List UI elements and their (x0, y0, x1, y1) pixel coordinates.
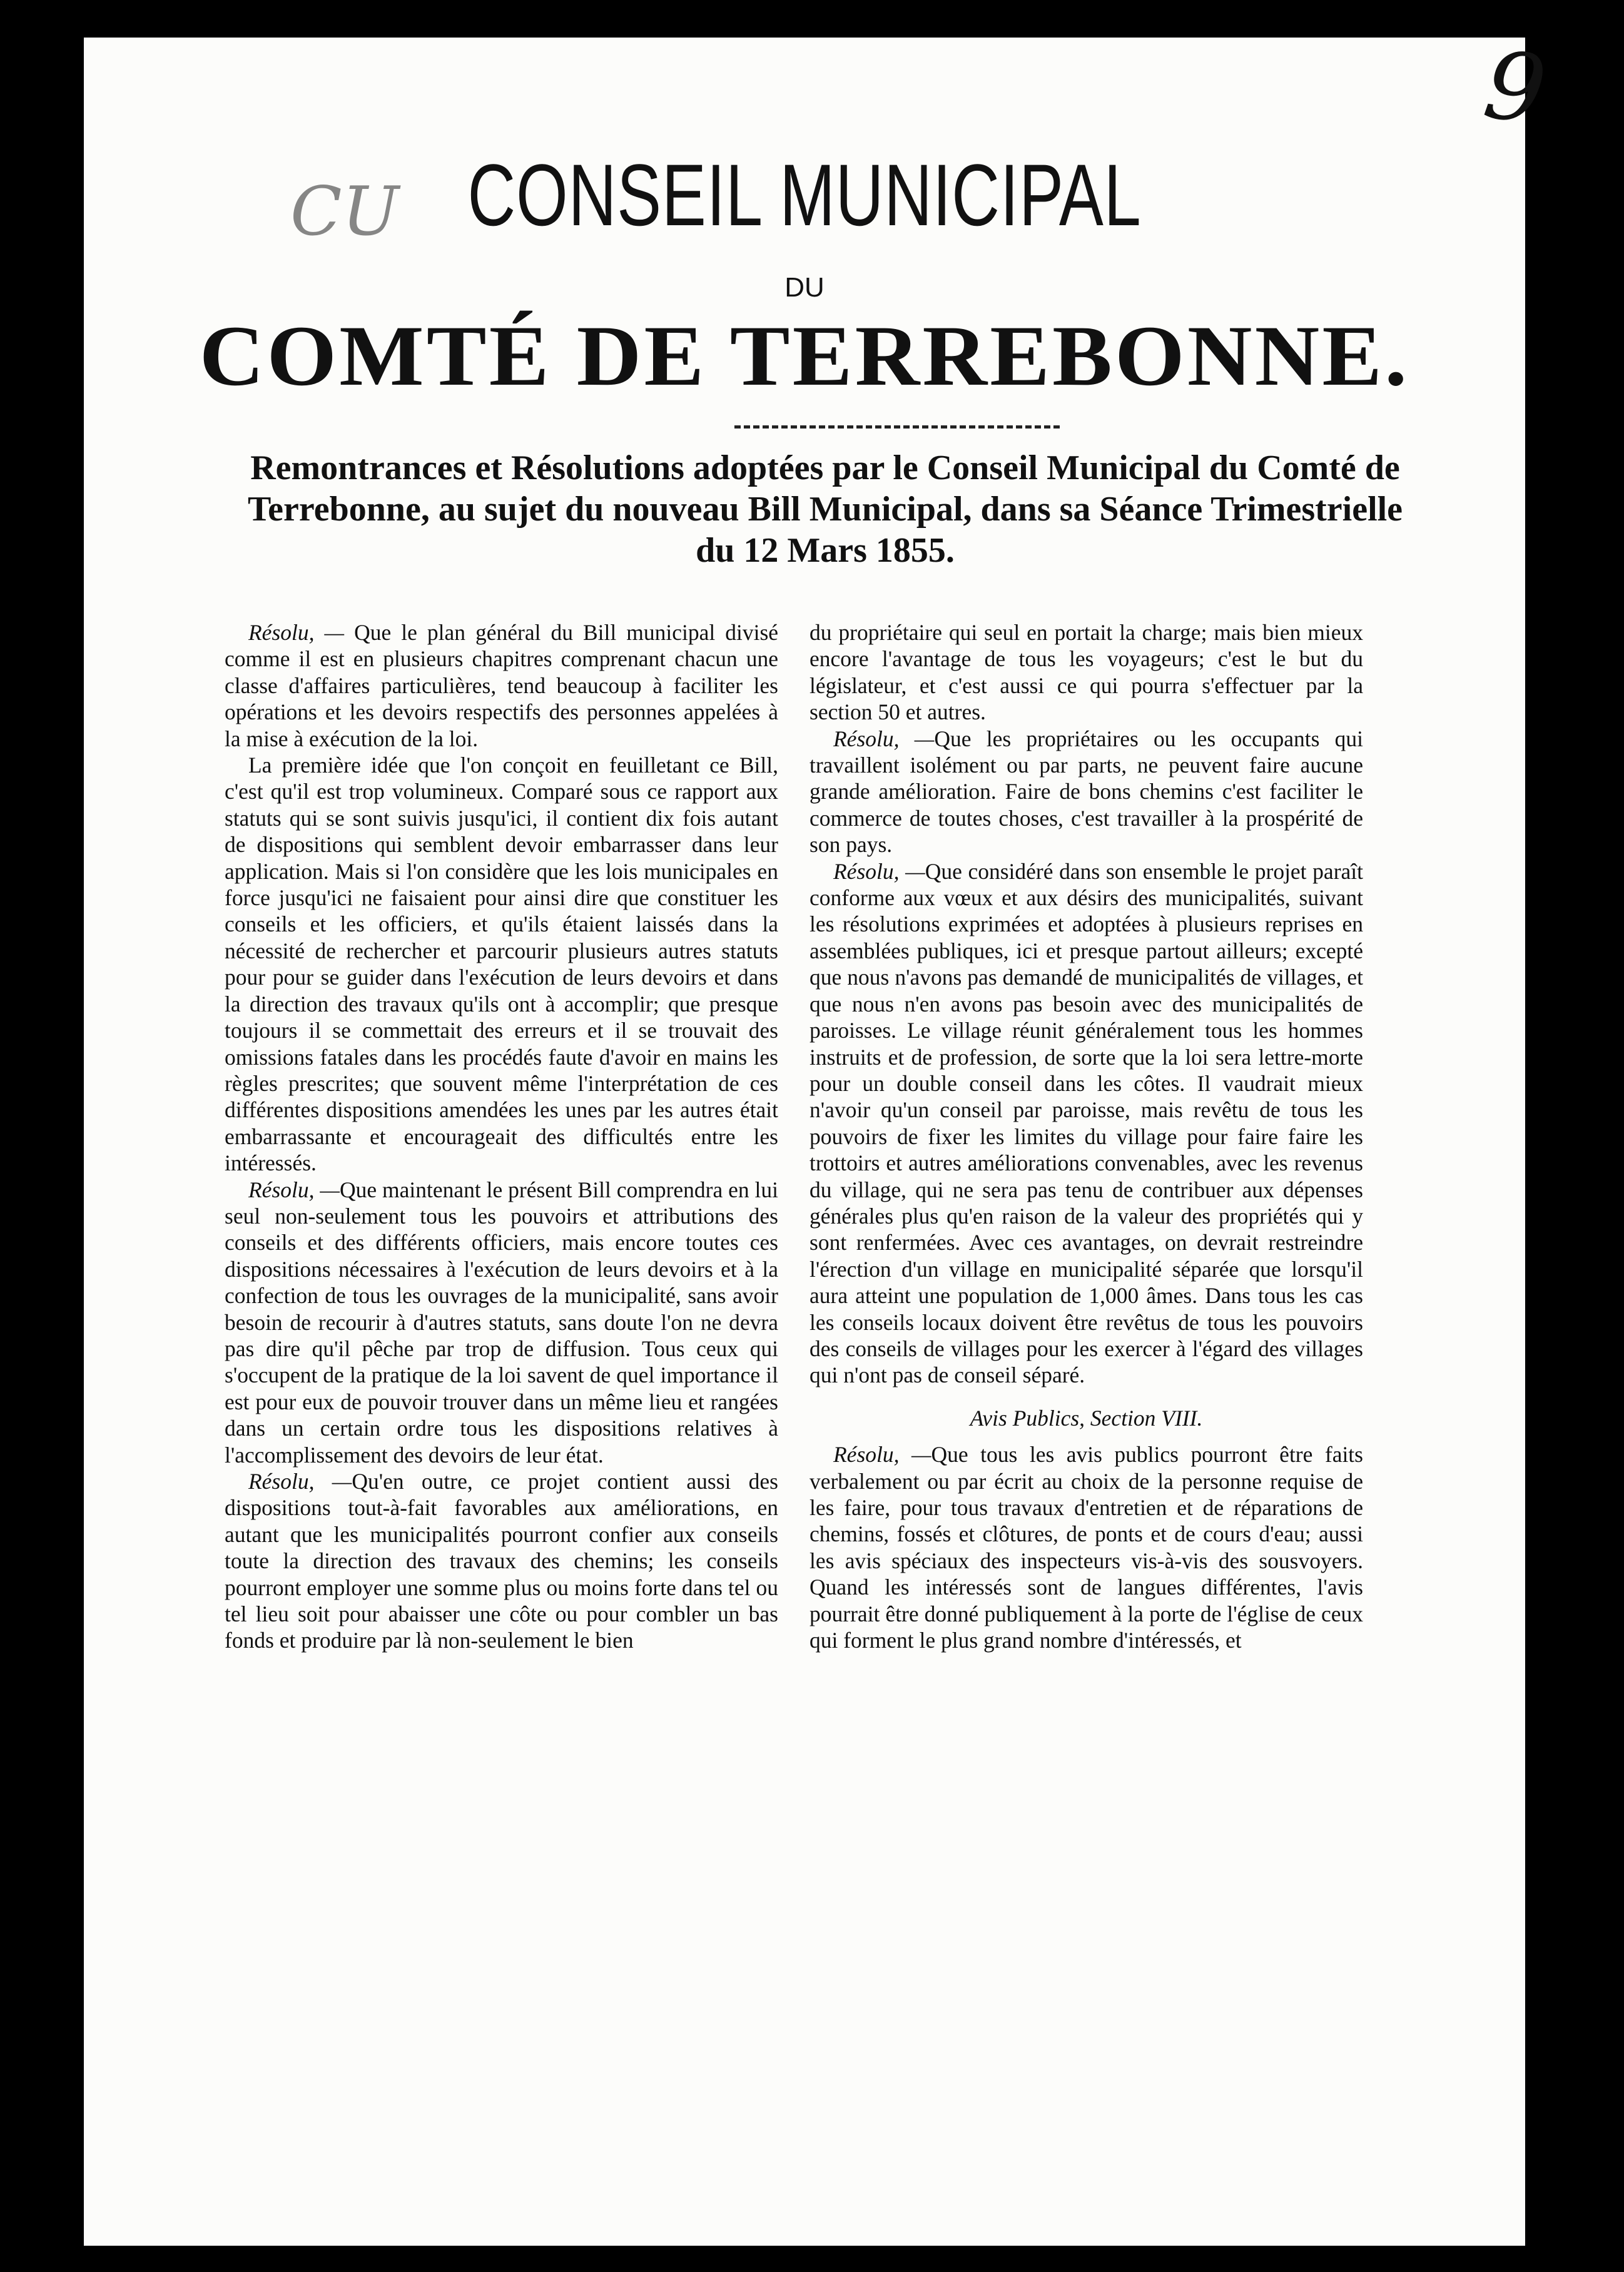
handwritten-mark: CU (290, 173, 399, 251)
section-heading: Avis Publics, Section VIII. (970, 1405, 1203, 1431)
paragraph (809, 858, 1363, 1389)
paragraph-text: du propriétaire qui seul en portait la charge; mais bien mieux encore l'avantage de tous les voyageurs; c'est le but du législateur, et c'est aussi ce qui pourra s'effectuer par la section 50 et autres. (809, 620, 1363, 725)
resolution-label: Résolu, — (833, 1442, 931, 1468)
paragraph-text: Qu'en outre, ce projet contient aussi des dispositions tout-à-fait favorables aux améliorations, en autant que les municipalités pourront confier aux conseils toute la direction des travaux des chemins; les conseils pourront employer une somme plus ou moins forte dans tel ou tel lieu soit pour abaisser une côte ou pour combler un bas fonds et produire par là non-seulement le bien (225, 1469, 778, 1653)
paragraph (809, 726, 1363, 858)
decorative-rule (734, 425, 1060, 429)
paragraph-text: Que tous les avis publics pourront être faits verbalement ou par écrit au choix de la personne requise de les faire, pour tous travaux d'entretien et de réparations de chemins, fossés et clôtures, de ponts et de cours d'eau; aussi les avis spéciaux des inspecteurs vis-à-vis des sousvoyers. Quand les intéressés sont de langues différentes, l'avis pourrait être donné publiquement à la porte de l'église de ceux qui forment le plus grand nombre d'intéressés, et (809, 1442, 1363, 1653)
paragraph (225, 1468, 778, 1654)
title-comte-de-terrebonne: COMTÉ DE TERREBONNE. (199, 308, 1410, 403)
paragraph-text: Que considéré dans son ensemble le projet paraît conforme aux vœux et aux désirs des municipalités, suivant les résolutions exprimées et adoptées à plusieurs reprises en assemblées publiques, ici et presque partout ailleurs; excepté que nous n'avons pas demandé de municipalités de villages, et que nous n'en avons pas besoin avec des municipalités de paroisses. Le village réunit généralement tous les hommes instruits et de profession, de sorte que la loi sera lettre-morte pour un double conseil dans les côtes. Il vaudrait mieux n'avoir qu'un conseil par paroisse, mais revêtu de tous les pouvoirs de fixer les limites du village pour faire faire les trottoirs et autres améliorations convenables, avec les revenus du village, qui ne sera pas tenu de contribuer aux dépenses générales plus qu'en raison de la valeur des propriétés qui y sont renfermées. Avec ces avantages, on devrait restreindre l'érection d'un village en municipalité séparée que lorsqu'il aura atteint une population de 1,000 âmes. Dans tous les cas les conseils locaux doivent être revêtus de tous les pouvoirs des conseils de villages pour les exercer à l'égard des villages qui n'ont pas de conseil séparé. (809, 858, 1363, 1388)
paragraph (225, 1177, 778, 1468)
resolution-label: Résolu, — (248, 1177, 340, 1202)
paragraph (809, 1441, 1363, 1653)
paragraph-text: La première idée que l'on conçoit en feuilletant ce Bill, c'est qu'il est trop volumineux. Comparé sous ce rapport aux statuts qui se sont suivis jusqu'ici, il contient dix fois autant de dispositions qui semblent devoir embarrasser dans leur application. Mais si l'on considère que les lois municipales en force jusqu'ici ne faisaient pour ainsi dire que constituer les conseils et les officiers, et qu'ils étaient laissés dans la nécessité de rechercher et parcourir plusieurs autres statuts pour pour se guider dans l'exécution de leurs devoirs et dans la direction des travaux qu'ils ont à accomplir; que presque toujours il se commettait des erreurs et il se trouvait des omissions fatales dans les procédés faute d'avoir en mains les règles prescrites; que souvent même l'interprétation de ces différentes dispositions amendées les unes par les autres était embarrassante et encourageait des difficultés entre les intéressés. (225, 753, 778, 1176)
paragraph-text: Que le plan général du Bill municipal divisé comme il est en plusieurs chapitres comprenant chacun une classe d'affaires particulières, tend beaucoup à faciliter les opérations et les devoirs respectifs des personnes appelées à la mise à exécution de la loi. (225, 620, 779, 751)
paragraph (225, 752, 778, 1177)
paragraph-text: Que maintenant le présent Bill comprendra en lui seul non-seulement tous les pouvoirs et attributions des conseils et des différents officiers, mais encore toutes ces dispositions nécessaires à l'exécution de leurs devoirs et à la confection de tous les ouvrages de la municipalité, sans avoir besoin de recourir à d'autres statuts, sans doute l'on ne devra pas dire qu'il pêche par trop de diffusion. Tous ceux qui s'occupent de la pratique de la loi savent de quel importance il est pour eux de pouvoir trouver dans un même lieu et rangées dans un certain ordre tous les dispositions relatives à l'accomplissement des devoirs de leur état. (225, 1177, 779, 1468)
title-du: DU (784, 272, 825, 303)
paragraph (809, 619, 1363, 726)
resolution-label: Résolu, — (833, 726, 935, 751)
paragraph-text: Que les propriétaires ou les occupants qui travaillent isolément ou par parts, ne peuvent faire aucune grande amélioration. Faire de bons chemins c'est faciliter le commerce de toutes choses, c'est travailler à la prospérité de son pays. (809, 726, 1363, 858)
paragraph (225, 619, 778, 752)
left-column (225, 619, 778, 1654)
document-page (84, 30, 1553, 2246)
title-conseil-municipal: CONSEIL MUNICIPAL (467, 146, 1142, 244)
page-number: 9 (1478, 30, 1553, 146)
resolution-label: Résolu, — (248, 620, 345, 645)
right-column (809, 619, 1363, 1653)
resolution-label: Résolu, — (833, 858, 925, 884)
resolution-label: Résolu, — (248, 1469, 352, 1494)
document-subtitle: Remontrances et Résolutions adoptées par le Conseil Municipal du Comté de Terrebonne, au sujet du nouveau Bill Municipal, dans sa Séance Trimestrielle du 12 Mars 1855. (247, 449, 1403, 570)
